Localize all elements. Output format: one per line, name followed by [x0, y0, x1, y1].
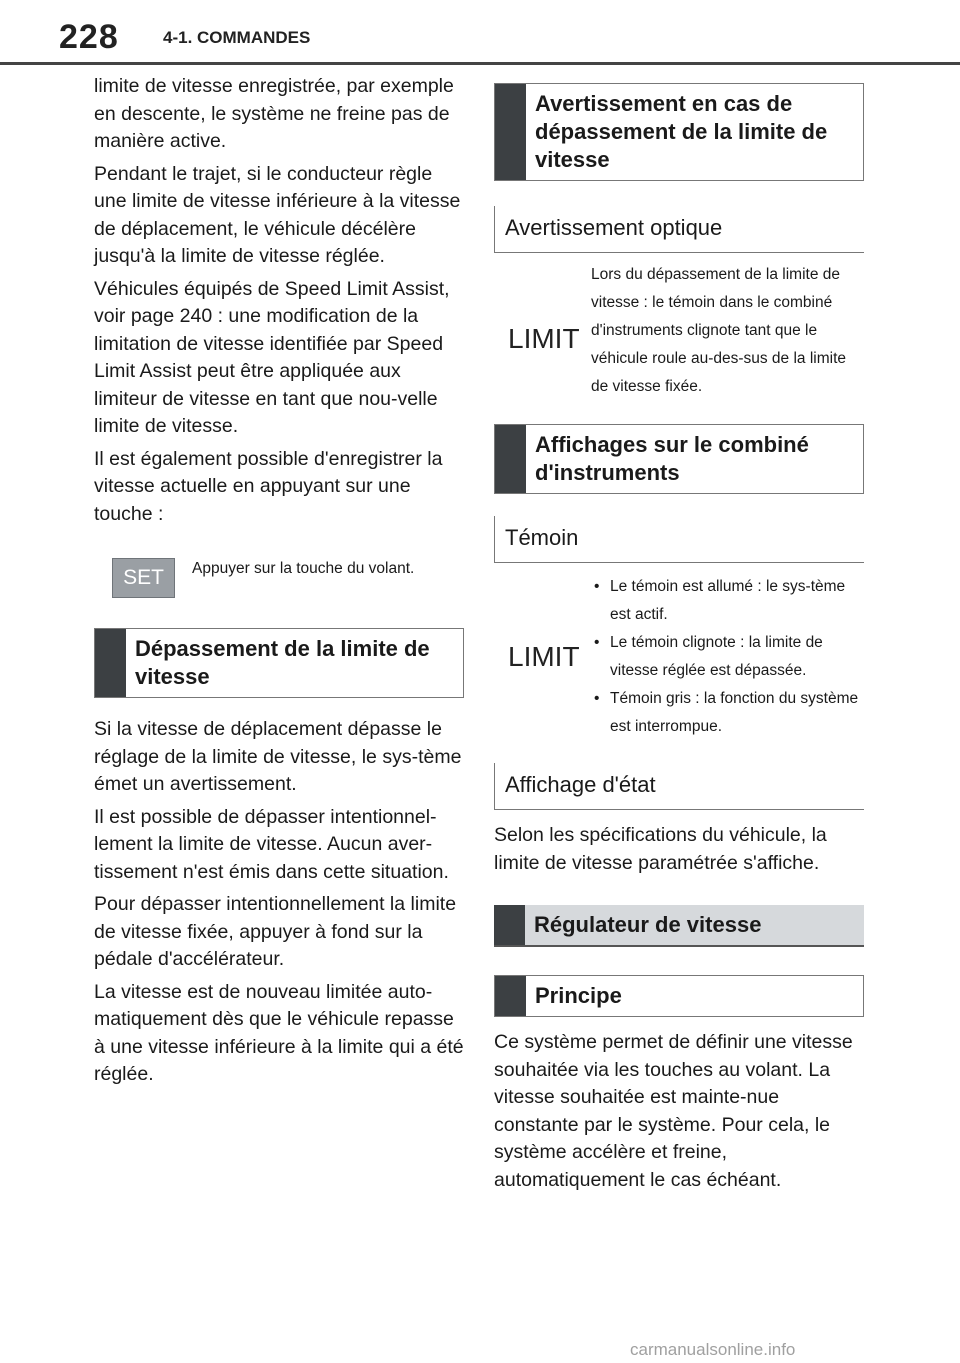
paragraph: Ce système permet de définir une vitesse souhaitée via les touches au volant. La vitesse souhaitée est mainte-nue constante par le système. Pour cela, le système accélère et freine, automatiquement le cas échéant. [494, 1031, 853, 1191]
header-divider [0, 62, 960, 65]
section-box-bar [495, 425, 526, 493]
section-box-regulateur [494, 905, 864, 947]
watermark: carmanualsonline.info [630, 1340, 796, 1359]
paragraph: La vitesse est de nouveau limitée auto-matiquement dès que le véhicule repasse à une vitesse inférieure à la limite qui a été réglée. [94, 980, 464, 1085]
chapter-title: 4-1. COMMANDES [163, 28, 311, 47]
section-title: Avertissement en cas de dépassement de la limite de vitesse [535, 91, 828, 172]
list-item: • Le témoin clignote : la limite de vitesse réglée est dépassée. [591, 629, 864, 685]
list-item: • Témoin gris : la fonction du système est interrompue. [591, 685, 864, 741]
paragraph: Pendant le trajet, si le conducteur règle une limite de vitesse inférieure à la vitesse de déplacement, le véhicule décélère jusqu'à la limite de vitesse réglée. [94, 162, 461, 267]
set-button-description: Appuyer sur la touche du volant. [192, 560, 415, 577]
list-item: • Le témoin est allumé : le sys-tème est actif. [591, 573, 864, 629]
subheading-optical: Avertissement optique [494, 206, 864, 253]
subheading-status: Affichage d'état [494, 763, 864, 810]
section-title: Dépassement de la limite de vitesse [135, 636, 430, 689]
section-box-bar [495, 84, 526, 180]
page-number: 228 [59, 18, 119, 56]
section-box-cluster [494, 424, 864, 494]
section-box-bar [494, 905, 525, 945]
page-header [0, 0, 960, 70]
limit-indicator-icon: LIMIT [508, 323, 580, 354]
section-title: Principe [535, 983, 622, 1008]
section-box-principe [494, 975, 864, 1017]
section-title: Affichages sur le combiné d'instruments [535, 432, 809, 485]
section-box-bar [95, 629, 126, 697]
set-button-row [94, 550, 464, 600]
temoin-list [591, 573, 864, 741]
right-column [494, 83, 864, 1199]
subheading-temoin: Témoin [494, 516, 864, 563]
temoin-description [591, 573, 864, 741]
optical-warning-row [494, 261, 864, 401]
limit-indicator-icon: LIMIT [508, 641, 580, 672]
section-box-bar [495, 976, 526, 1016]
paragraph: Véhicules équipés de Speed Limit Assist, voir page 240 : une modification de la limitation de vitesse identifiée par Speed Limit Assist peut être appliquée aux limiteur de vitesse en tant que nou-velle limite de vitesse. [94, 277, 450, 437]
paragraph: Pour dépasser intentionnellement la limite de vitesse fixée, appuyer à fond sur la pédale d'accélérateur. [94, 893, 457, 970]
paragraph: limite de vitesse enregistrée, par exemple en descente, le système ne freine pas de manière active. [94, 75, 454, 152]
left-column [94, 73, 464, 1094]
paragraph: Si la vitesse de déplacement dépasse le réglage de la limite de vitesse, le sys-tème émet un avertissement. [94, 718, 462, 795]
set-button-icon: SET [112, 558, 175, 598]
paragraph: Il est également possible d'enregistrer la vitesse actuelle en appuyant sur une touche : [94, 447, 443, 525]
temoin-row [494, 573, 864, 741]
section-box-depassement [94, 628, 464, 698]
paragraph: Il est possible de dépasser intentionnel-lement la limite de vitesse. Aucun aver-tissement n'est émis dans cette situation. [94, 805, 449, 883]
optical-description: Lors du dépassement de la limite de vitesse : le témoin dans le combiné d'instruments clignote tant que le véhicule roule au-des-sus de la limite de vitesse fixée. [591, 266, 847, 395]
section-box-avertissement [494, 83, 864, 181]
section-title: Régulateur de vitesse [534, 912, 762, 937]
paragraph: Selon les spécifications du véhicule, la limite de vitesse paramétrée s'affiche. [494, 824, 827, 874]
